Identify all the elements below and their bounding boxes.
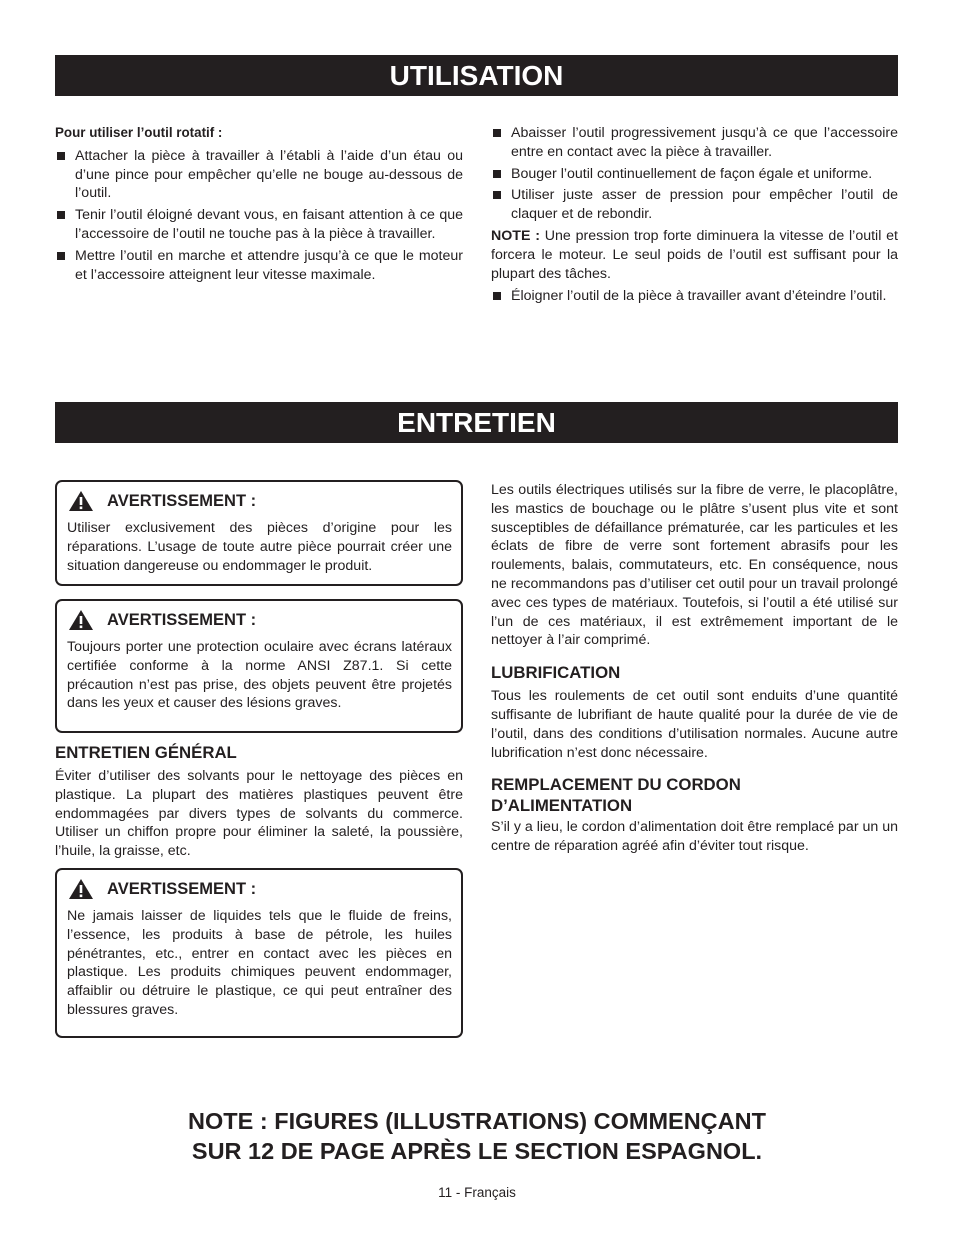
warning-title: AVERTISSEMENT : [67,877,452,901]
general-maintenance-section [55,742,463,861]
lubrification-heading: LUBRIFICATION [491,663,621,683]
figures-note-line: SUR 12 DE PAGE APRÈS LE SECTION ESPAGNOL. [191,1138,763,1164]
warning-text: Ne jamais laisser de liquides tels que le fluide de freins, l’essence, les produits à base de pétrole, les huiles pénétrantes, etc., entrer en contact avec les pièces en plastique. Les produits chimiques peuvent endommager, affaiblir ou détruire le plastique, ce qui peut entraîner des blessures graves. [67,908,452,1018]
note-label: NOTE : [491,227,540,244]
entretien-banner [55,402,898,443]
page-footer: 11 - Français [438,1185,516,1200]
utilisation-final-list [491,287,898,306]
utilisation-title: UTILISATION [389,60,564,91]
utilisation-intro: Pour utiliser l’outil rotatif : [55,125,223,140]
list-item: Utiliser juste asser de pression pour empêcher l’outil de claquer et de rebondir. [491,186,898,224]
bullet-square-icon [57,252,65,260]
fiberglass-text: Les outils électriques utilisés sur la fibre de verre, le placoplâtre, les mastics de bouchage ou le plâtre s’usent plus vite et sont susceptibles de défaillance prématurée, car les particules et les éclats de fibre de verre sont fortement abrasifs pour les roulements, balais, commutateurs, etc. En conséquence, nous ne recommandons pas d’utiliser cet outil pour un travail prolongé avec ces types de matériaux. Toutefois, si l’outil a été utilisé sur l’un de ces matériaux, il est extrêmement important de le nettoyer à l’air comprimé. [491,482,898,649]
general-maintenance-text: Éviter d’utiliser des solvants pour le nettoyage des pièces en plastique. La plupart des matières plastiques peuvent être endommagées par divers types de solvants du commerce. Utiliser un chiffon propre pour éliminer la saleté, la poussière, l’huile, la graisse, etc. [55,768,463,860]
warning-triangle-icon [68,609,94,631]
utilisation-note [491,227,898,283]
warning-box-parts [55,480,463,586]
lubrification-text: Tous les roulements de cet outil sont enduits d’une quantité suffisante de lubrifiant de haute qualité pour la durée de vie de l’outil, dans des conditions d’utilisation normales. Aucune autre lubrification n’est donc nécessaire. [491,688,898,761]
warning-box-eye-protection [55,599,463,733]
power-cord-heading: REMPLACEMENT DU CORDON D’ALIMENTATION [491,775,741,816]
utilisation-right-list [491,124,898,224]
utilisation-left-list [55,147,463,285]
warning-text: Utiliser exclusivement des pièces d’origine pour les réparations. L’usage de toute autre pièce pourrait créer une situation dangereuse ou endommager le produit. [67,520,452,574]
entretien-right-column [491,481,898,856]
utilisation-banner [55,55,898,96]
list-item: Attacher la pièce à travailler à l’établi à l’aide d’un étau ou d’une pince pour empêcher qu’elle ne bouge au-dessous de l’outil. [55,147,463,203]
warning-text: Toujours porter une protection oculaire avec écrans latéraux certifiée conforme à la norme ANSI Z87.1. Si cette précaution n’est pas prise, des objets peuvent être projetés dans les yeux et causer des lésions graves. [67,639,452,712]
list-item: Tenir l’outil éloigné devant vous, en faisant attention à ce que l’accessoire de l’outil ne touche pas à la pièce à travailler. [55,206,463,244]
general-maintenance-heading: ENTRETIEN GÉNÉRAL [55,743,237,762]
warning-title: AVERTISSEMENT : [67,489,452,513]
figures-note-line: NOTE : FIGURES (ILLUSTRATIONS) COMMENÇANT [188,1108,766,1134]
warning-box-liquids [55,868,463,1038]
bullet-square-icon [493,191,501,199]
warning-triangle-icon [68,878,94,900]
bullet-square-icon [493,129,501,137]
bullet-square-icon [493,292,501,300]
figures-note [0,1106,954,1166]
bullet-square-icon [493,170,501,178]
bullet-square-icon [57,152,65,160]
bullet-square-icon [57,211,65,219]
list-item: Éloigner l’outil de la pièce à travailler avant d’éteindre l’outil. [491,287,898,306]
note-text: Une pression trop forte diminuera la vitesse de l’outil et forcera le moteur. Le seul poids de l’outil est suffisant pour la plupart des tâches. [491,227,898,282]
utilisation-right-column [491,124,898,309]
list-item: Bouger l’outil continuellement de façon égale et uniforme. [491,165,898,184]
entretien-title: ENTRETIEN [397,407,556,438]
utilisation-left-column [55,124,463,287]
power-cord-text: S’il y a lieu, le cordon d’alimentation doit être remplacé par un un centre de réparation agréé afin d’éviter tout risque. [491,819,898,855]
warning-triangle-icon [68,490,94,512]
warning-title: AVERTISSEMENT : [67,608,452,632]
list-item: Mettre l’outil en marche et attendre jusqu’à ce que le moteur et l’accessoire atteignent leur vitesse maximale. [55,247,463,285]
list-item: Abaisser l’outil progressivement jusqu’à ce que l’accessoire entre en contact avec la pièce à travailler. [491,124,898,162]
